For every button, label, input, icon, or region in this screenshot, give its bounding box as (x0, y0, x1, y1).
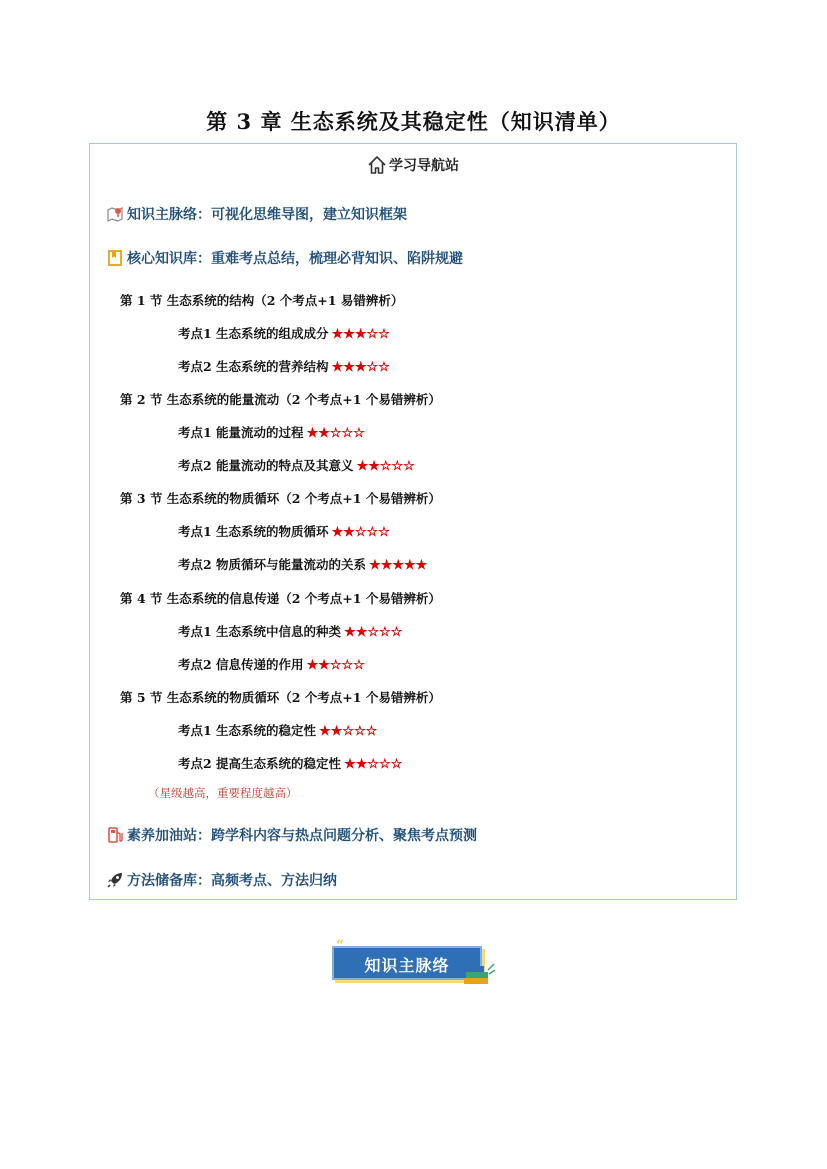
star-rating: ★★☆☆☆ (344, 625, 403, 640)
section-method[interactable] (106, 870, 337, 890)
section-literacy[interactable] (106, 825, 477, 845)
chapter-3-title: 第 3 节 生态系统的物质循环（2 个考点+1 个易错辨析） (120, 491, 441, 506)
star-rating: ★★☆☆☆ (306, 658, 365, 673)
section-core-label: 核心知识库： (127, 251, 211, 267)
point-text: 考点1 能量流动的过程 (178, 425, 304, 440)
chapter-4-title: 第 4 节 生态系统的信息传递（2 个考点+1 个易错辨析） (120, 591, 441, 606)
nav-header (90, 155, 736, 175)
section-method-label: 方法储备库： (127, 873, 211, 889)
point-text: 考点1 生态系统的组成成分 (178, 326, 329, 341)
chapter-1-point-1 (178, 324, 390, 342)
section-mindmap-desc: 可视化思维导图，建立知识框架 (211, 207, 407, 223)
home-icon (367, 155, 387, 175)
learning-navigation-box (89, 143, 737, 900)
document-title: 第 3 章 生态系统及其稳定性（知识清单） (206, 109, 621, 134)
point-text: 考点2 能量流动的特点及其意义 (178, 458, 354, 473)
star-rating: ★★☆☆☆ (344, 757, 403, 772)
point-text: 考点2 生态系统的营养结构 (178, 359, 329, 374)
chapter-5-title: 第 5 节 生态系统的物质循环（2 个考点+1 个易错辨析） (120, 690, 441, 705)
section-core-desc: 重难考点总结，梳理必背知识、陷阱规避 (211, 251, 463, 267)
section-literacy-desc: 跨学科内容与热点问题分析、聚焦考点预测 (211, 828, 477, 844)
section-mindmap[interactable] (106, 204, 407, 224)
section-core[interactable] (106, 248, 463, 268)
chapter-3-point-2 (178, 555, 427, 573)
chapter-5-point-2 (178, 754, 402, 772)
star-rating: ★★☆☆☆ (356, 459, 415, 474)
chapter-1-title: 第 1 节 生态系统的结构（2 个考点+1 易错辨析） (120, 293, 404, 308)
star-rating: ★★☆☆☆ (319, 724, 378, 739)
point-text: 考点1 生态系统的稳定性 (178, 723, 317, 738)
star-rating: ★★☆☆☆ (306, 426, 365, 441)
books-icon (462, 958, 496, 990)
section-literacy-label: 素养加油站： (127, 828, 211, 844)
rocket-icon (106, 871, 124, 889)
section-mindmap-label: 知识主脉络： (127, 207, 211, 223)
nav-header-label: 学习导航站 (389, 158, 459, 174)
chapter-4-point-1 (178, 622, 402, 640)
banner-label: 知识主脉络 (364, 956, 450, 975)
chapter-3-point-1 (178, 522, 390, 540)
star-rating: ★★☆☆☆ (331, 525, 390, 540)
mindmap-banner (330, 938, 500, 992)
chapter-1-point-2 (178, 357, 390, 375)
star-rating: ★★★☆☆ (331, 327, 390, 342)
chapter-2-title: 第 2 节 生态系统的能量流动（2 个考点+1 个易错辨析） (120, 392, 441, 407)
chapter-2-point-1 (178, 423, 365, 441)
map-pin-icon (106, 205, 124, 223)
book-icon (106, 249, 124, 267)
banner-box (332, 946, 482, 980)
chapter-2-point-2 (178, 456, 415, 474)
point-text: 考点2 信息传递的作用 (178, 657, 304, 672)
chapter-5-point-1 (178, 721, 377, 739)
point-text: 考点2 提高生态系统的稳定性 (178, 756, 342, 771)
point-text: 考点2 物质循环与能量流动的关系 (178, 557, 367, 572)
point-text: 考点1 生态系统中信息的种类 (178, 624, 342, 639)
point-text: 考点1 生态系统的物质循环 (178, 524, 329, 539)
fuel-pump-icon (106, 826, 124, 844)
section-method-desc: 高频考点、方法归纳 (211, 873, 337, 889)
star-legend-note: （星级越高，重要程度越高） (148, 786, 298, 800)
star-rating: ★★★☆☆ (331, 360, 390, 375)
star-rating: ★★★★★ (369, 558, 428, 573)
chapter-4-point-2 (178, 655, 365, 673)
